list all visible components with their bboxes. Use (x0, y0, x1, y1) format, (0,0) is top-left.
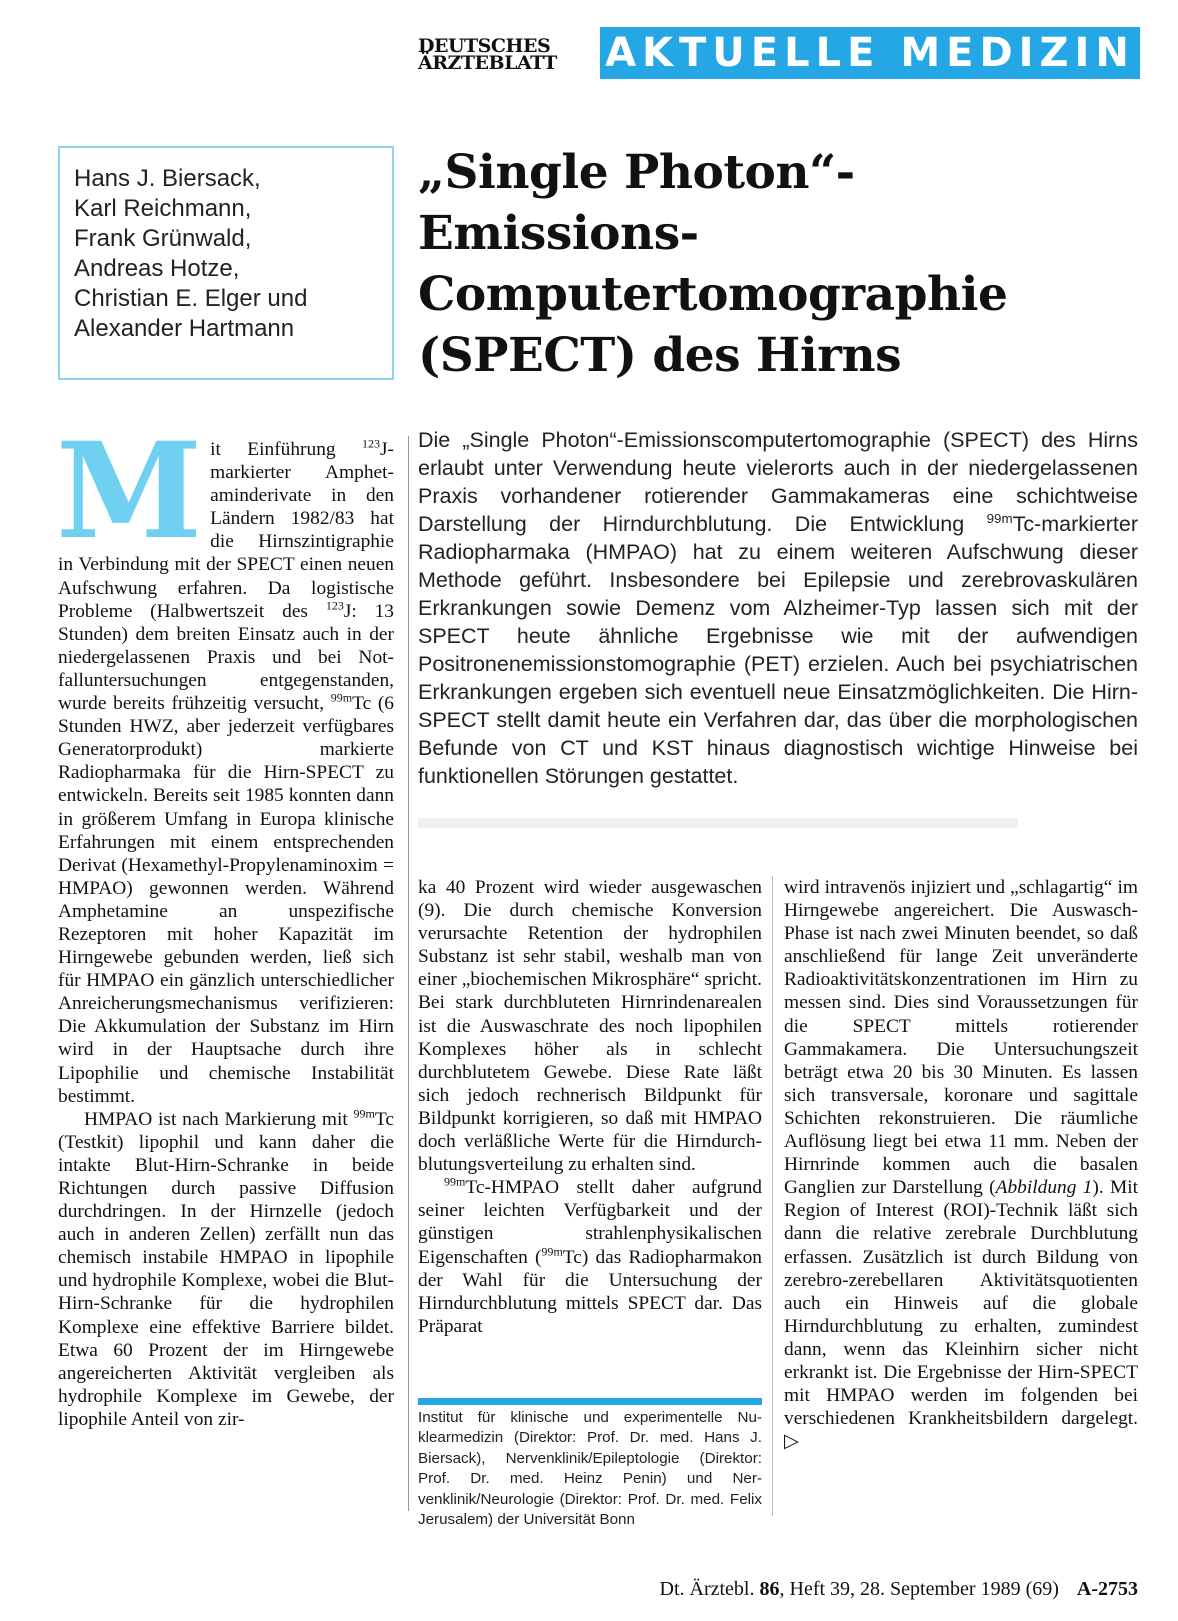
page-number: A-2753 (1076, 1578, 1138, 1600)
body-column-2 (418, 876, 762, 1338)
author-name: Hans J. Biersack, (74, 165, 261, 192)
paragraph: ka 40 Prozent wird wieder ausgewaschen (9). Die durch chemische Konversion verursachte Retention der hydrophilen Substanz ist sehr stabil, weshalb man von einer „biochemischen Mikrosphäre“ spricht. Bei stark durchbluteten Hirnrindenarealen ist die Auswaschrate des noch lipophilen Komplexes höher als in schlecht durchblutetem Gewebe. Diese Rate läßt sich jedoch rechnerisch Bildpunkt für Bildpunkt korrigieren, so daß mit HMPAO doch verläßliche Werte für die Hirndurchblutungsverteilung zu erhalten sind. (418, 877, 762, 1176)
logo-line-2: ÄRZTEBLATT (418, 52, 557, 74)
title-line: Computertomographie (418, 267, 1008, 322)
author-name: Frank Grünwald, (74, 225, 252, 252)
footer-issue: , Heft 39, 28. September 1989 (69) (779, 1578, 1059, 1600)
paragraph: HMPAO ist nach Markierung mit $^{99m}$Tc (Testkit) lipophil und kann daher die intakte Blut-Hirn-Schranke in beide Richtungen durch passive Diffusion durchdringen. In der Hirnzelle (jedoch auch in anderen Zellen) zerfällt nun das chemisch instabile HMPAO in lipophile und hydrophile Komplexe, wobei die Blut-Hirn-Schranke für die hydrophilen Komplexe eine effektive Barriere bildet. Etwa 60 Prozent der im Hirngewebe angereicherten Aktivität vergleiben als hydrophile Komplexe im Gewebe, der lipophile Anteil von zir- (58, 1106, 394, 1430)
affiliation-rule (418, 1398, 762, 1405)
author-name: Christian E. Elger und (74, 285, 308, 312)
column-divider (408, 436, 409, 1511)
author-box (58, 146, 394, 380)
separator-rule (418, 818, 1018, 828)
footer-journal: Dt. Ärztebl. (659, 1578, 760, 1600)
logo-line-1: DEUTSCHES (418, 35, 551, 57)
author-name: Andreas Hotze, (74, 255, 240, 282)
paragraph: $^{99m}$Tc-HMPAO stellt daher aufgrund seiner leichten Verfügbarkeit und der günstigen strahlenphysikalischen Eigenschaften ($^{99m}$Tc) das Radiopharmakon der Wahl für die Untersuchung der Hirndurchblutung mittels SPECT dar. Das Präparat (418, 1174, 762, 1337)
body-column-3 (784, 876, 1138, 1453)
title-line: Emissions- (418, 206, 699, 261)
journal-logo (418, 35, 593, 74)
title-line: „Single Photon“- (418, 145, 855, 200)
author-name: Alexander Hartmann (74, 315, 295, 342)
column-divider (772, 876, 773, 1516)
footer-volume: 86 (759, 1578, 780, 1600)
article-title (418, 142, 1138, 386)
continue-arrow-icon: ▷ (784, 1431, 799, 1453)
figure-reference: Abbildung 1 (995, 1177, 1093, 1199)
section-banner: AKTUELLE MEDIZIN (600, 27, 1140, 79)
title-line: (SPECT) des Hirns (418, 328, 902, 383)
body-column-1 (56, 414, 395, 1431)
page-footer (592, 1578, 1138, 1601)
abstract-text: Die „Single Photon“-Emissionscomputertomographie (SPECT) des Hirns erlaubt unter Verwendung heute vielerorts auch in der niedergelassenen Praxis vorhandener rotierender Gammakameras eine schichtweise Darstellung der Hirndurchblutung. Die Entwicklung $^{99m}$Tc-markierter Radiopharmaka (HMPAO) hat zu einem weiteren Aufschwung dieser Methode geführt. Insbesondere bei Epilepsie und zerebrovaskulären Erkrankungen sowie Demenz vom Alzheimer-Typ lassen sich mit der SPECT heute ähnliche Ergebnisse wie mit der aufwendigen Positronenemissionstomographie (PET) erzielen. Auch bei psychiatrischen Erkrankungen ergeben sich eventuell neue Einsatzmöglichkeiten. Die Hirn-SPECT stellt damit heute ein Verfahren dar, das über die morphologischen Befunde von CT und KST hinaus diagnostisch wichtige Hinweise bei funktionellen Störungen gestattet. (418, 428, 1138, 788)
drop-cap: M (56, 414, 203, 569)
author-name: Karl Reichmann, (74, 195, 252, 222)
abstract (418, 426, 1138, 790)
paragraph: wird intravenös injiziert und „schlagartig“ im Hirngewebe angereichert. Die Auswasch-Phase ist nach zwei Minuten beendet, so daß anschließend für lange Zeit unveränderte Radioaktivitätskonzentrationen im Hirn zu messen sind. Dies sind Voraussetzungen für die SPECT mittels rotierender Gammakamera. Die Untersuchungszeit beträgt etwa 20 bis 30 Minuten. Es lassen sich transversale, koronare und sagittale Schichten rekonstruieren. Die räumliche Auflösung liegt bei etwa 11 mm. Neben der Hirnrinde kommen auch die basalen Ganglien zur Darstellung (Abbildung 1). Mit Region of Interest (ROI)-Technik läßt sich dann die relative zerebrale Durchblutung erfassen. Zusätzlich ist durch Bildung von zerebro-zerebellaren Aktivitätsquotienten auch ein Hinweis auf die globale Hirndurchblutung zu erhalten, zumindest dann, wenn das Kleinhirn sicher nicht erkrankt ist. Die Ergebnisse der Hirn-SPECT mit HMPAO werden im folgenden bei verschiedenen Krankheitsbildern dargelegt. ▷ (784, 877, 1138, 1453)
affiliation: Institut für klinische und experimentelle Nuklearmedizin (Direktor: Prof. Dr. med. Hans J. Biersack), Nervenklinik/Epileptologie (Direktor: Prof. Dr. med. Heinz Penin) und Nervenklinik/Neurologie (Direktor: Prof. Dr. med. Felix Jerusalem) der Universität Bonn (418, 1409, 762, 1529)
paragraph: Mit Einführung $^{123}$J-markierter Amphetaminderivate in den Ländern 1982/83 hat die Hirnszintigraphie in Verbindung mit der SPECT einen neuen Aufschwung erfahren. Da logistische Probleme (Halbwertszeit des $^{123}$J: 13 Stunden) dem breiten Einsatz auch in der niedergelassenen Praxis und bei Notfalluntersuchungen entgegenstanden, wurde bereits frühzeitig versucht, $^{99m}$Tc (6 Stunden HWZ, aber jederzeit verfügbares Generatorprodukt) markierte Radiopharmaka für die Hirn-SPECT zu entwickeln. Bereits seit 1985 konnten dann in größerem Umfang in Europa klinische Erfahrungen mit einem entsprechenden Derivat (Hexamethyl-Propylenaminoxim = HMPAO) gewonnen werden. Während Amphetamine an unspezifische Rezeptoren mit hoher Kapazität im Hirngewebe gebunden werden, ließ sich für HMPAO ein gänzlich unterschiedlicher Anreicherungsmechanismus verifizieren: Die Akkumulation der Substanz im Hirn wird in der Hauptsache durch ihre Lipophilie und chemische Instabilität bestimmt. (56, 414, 395, 1107)
